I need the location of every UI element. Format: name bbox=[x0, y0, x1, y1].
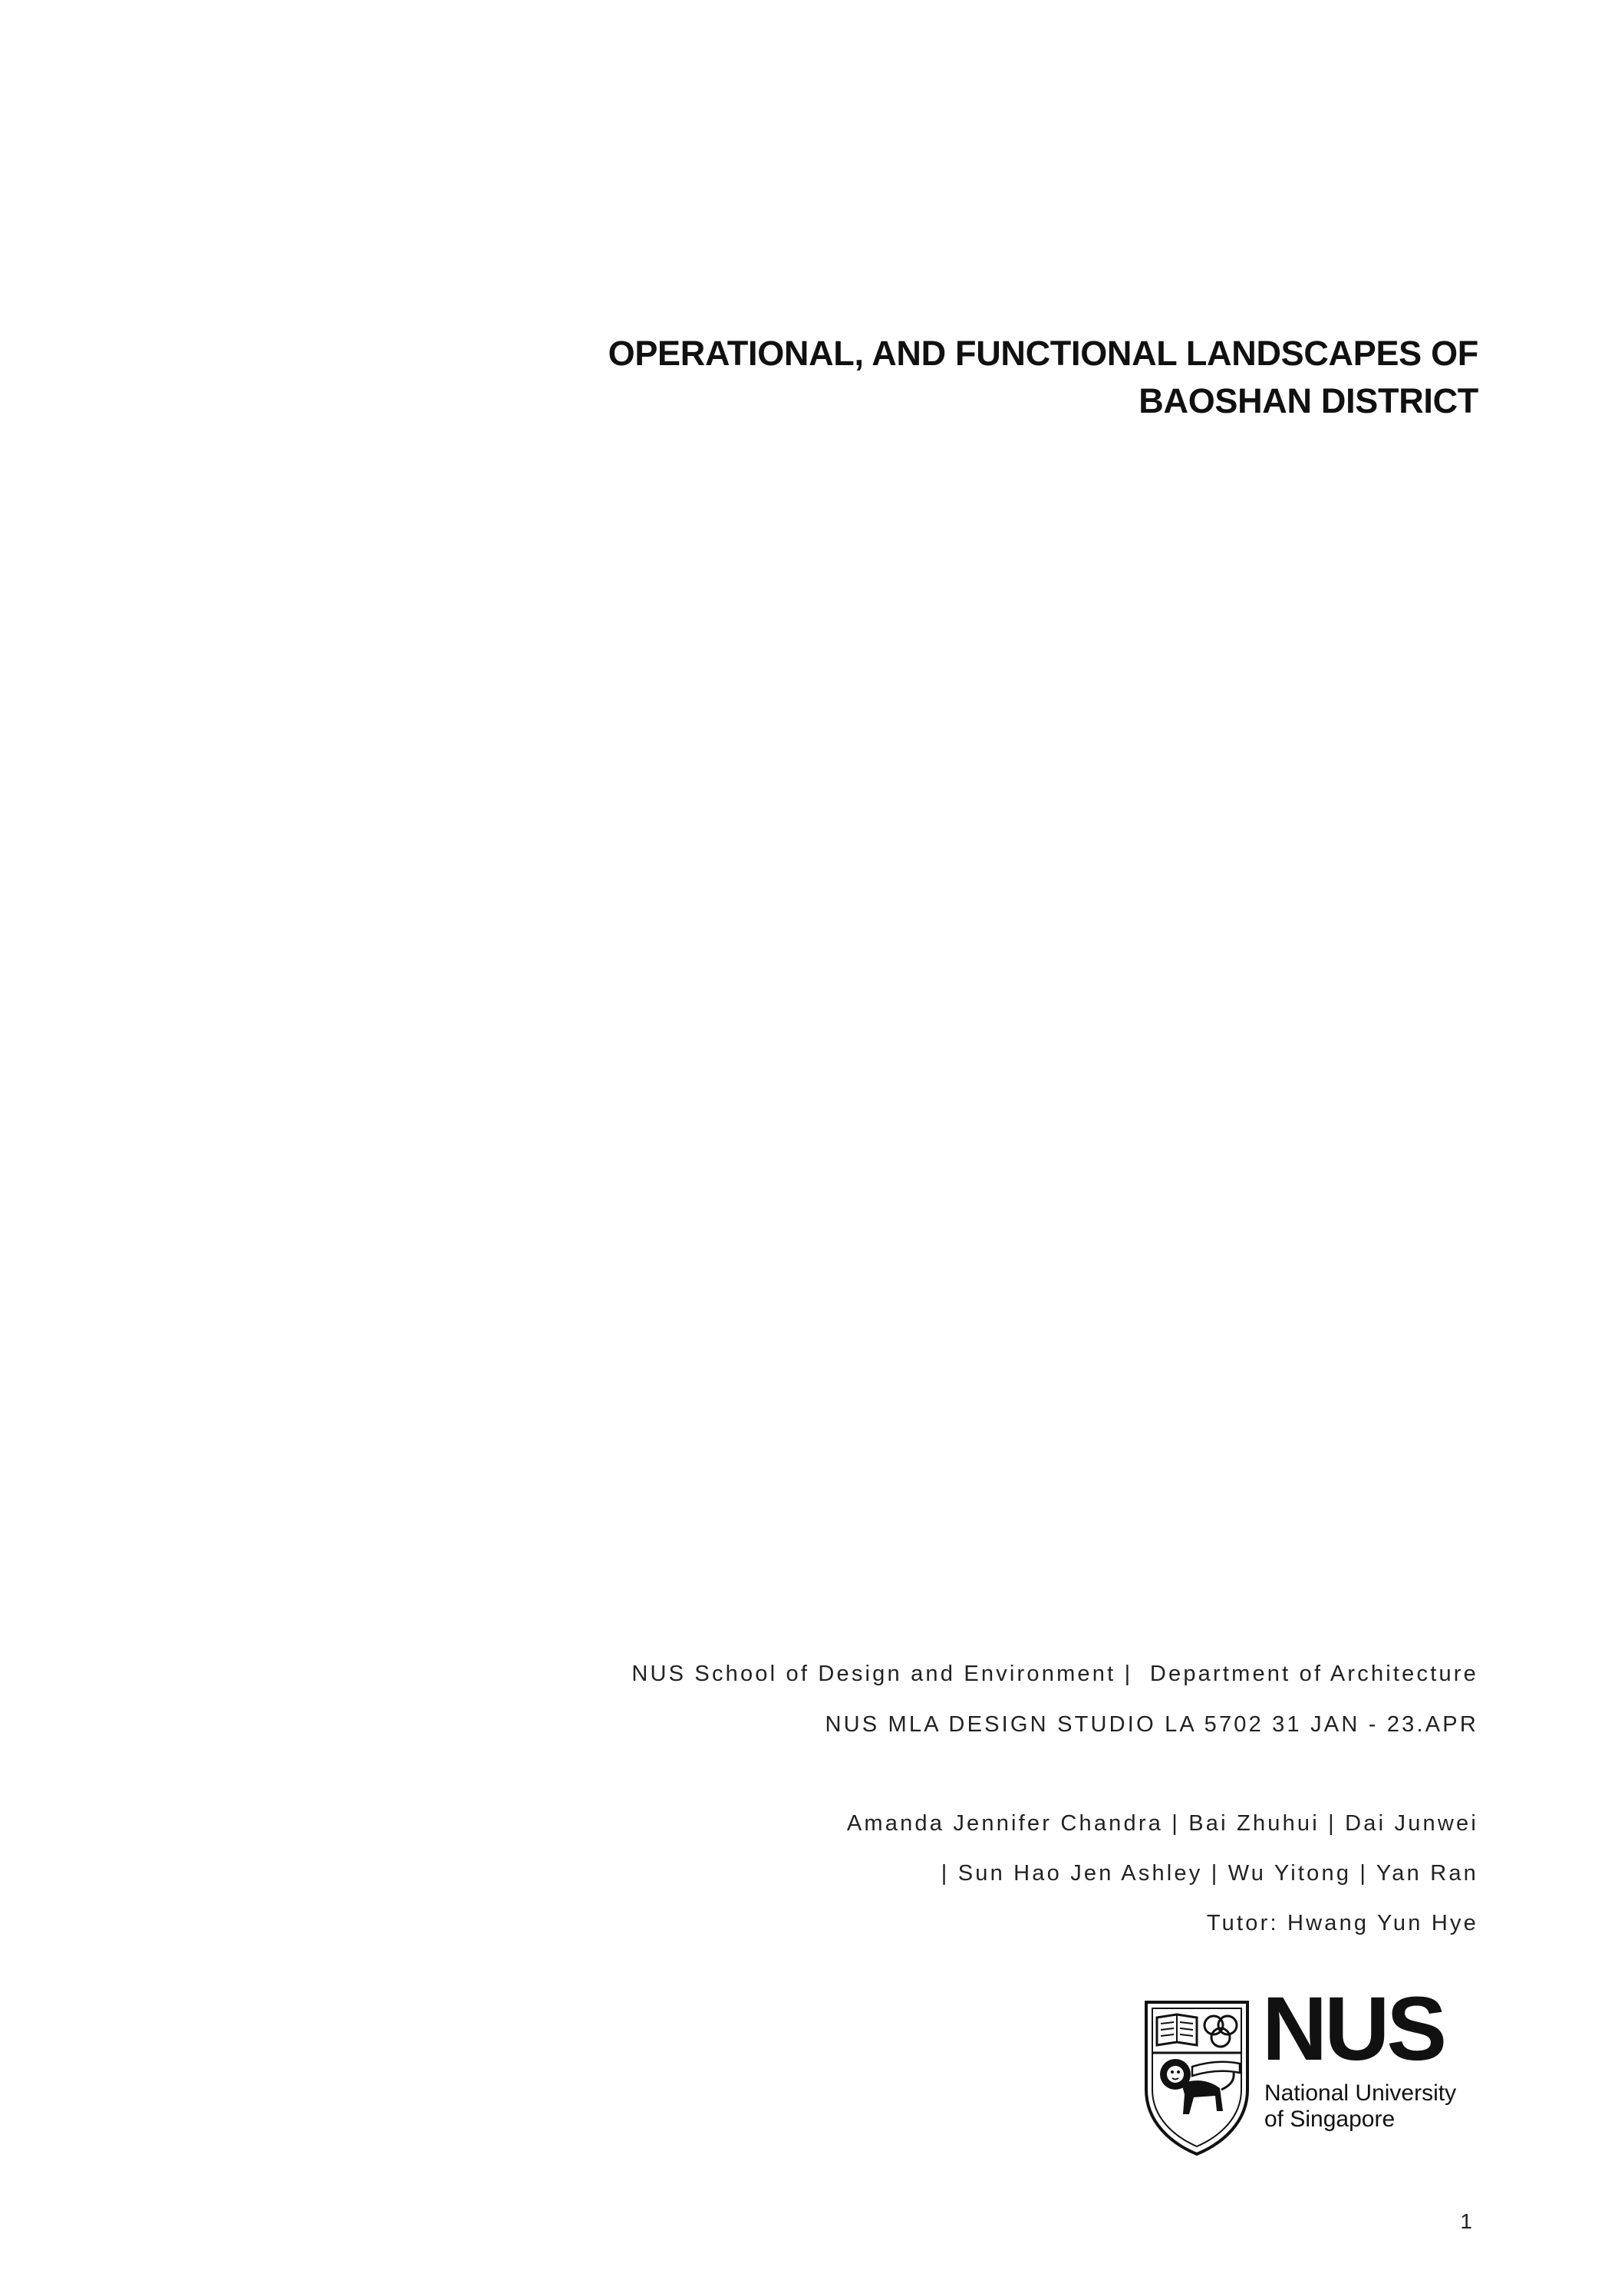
nus-wordmark: NUS bbox=[1262, 1978, 1445, 2080]
studio-line: NUS MLA DESIGN STUDIO LA 5702 31 JAN - 23.APR bbox=[825, 1712, 1478, 1737]
nus-crest-icon bbox=[1143, 1999, 1251, 2157]
university-name-line-2: of Singapore bbox=[1264, 2107, 1396, 2132]
document-title bbox=[608, 330, 1478, 425]
university-name-line-1: National University bbox=[1264, 2080, 1457, 2106]
authors-line-1: Amanda Jennifer Chandra | Bai Zhuhui | Dai Junwei bbox=[846, 1811, 1478, 1836]
institution-line: NUS School of Design and Environment | Department of Architecture bbox=[631, 1662, 1478, 1686]
nus-logo bbox=[1143, 1978, 1465, 2163]
title-line-1: OPERATIONAL, AND FUNCTIONAL LANDSCAPES OF bbox=[608, 334, 1478, 373]
page-number: 1 bbox=[1460, 2209, 1472, 2233]
authors-line-2: | Sun Hao Jen Ashley | Wu Yitong | Yan Ran bbox=[941, 1861, 1478, 1886]
title-line-2: BAOSHAN DISTRICT bbox=[1139, 381, 1478, 420]
tutor-line: Tutor: Hwang Yun Hye bbox=[1206, 1911, 1478, 1935]
